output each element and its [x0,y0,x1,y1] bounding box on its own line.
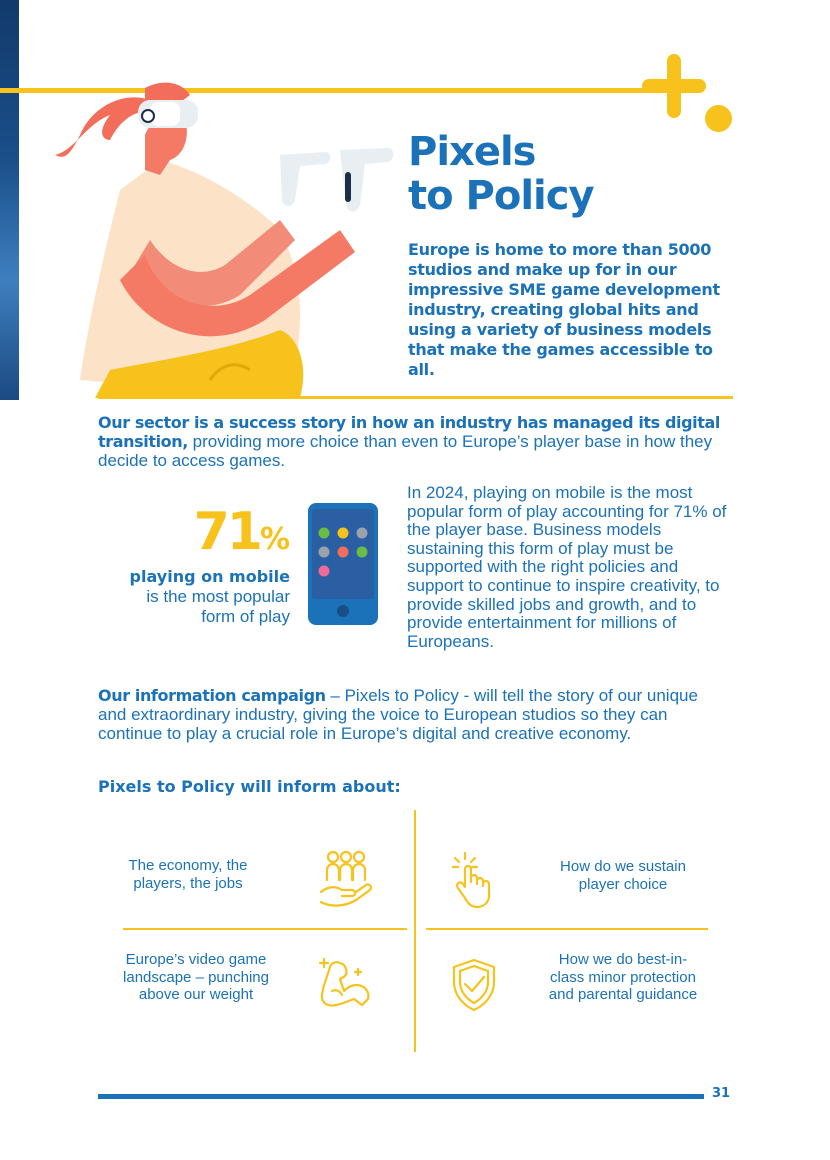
campaign-paragraph [98,686,723,743]
plus-decoration-icon [640,52,708,120]
inform-item-protection: How we do best-in-class minor protection and parental guidance [548,951,698,1003]
stat-value: 71 [193,502,260,562]
mobile-phone-icon [308,503,378,625]
inform-item-landscape: Europe’s video game landscape – punching above our weight [123,951,269,1003]
footer-rule [98,1094,704,1099]
title-line-1: Pixels [408,129,536,175]
flexed-arm-icon [318,955,374,1011]
shield-check-icon [450,958,498,1012]
mobile-stat [100,502,290,627]
mobile-paragraph: In 2024, playing on mobile is the most popular form of play accounting for 71% of the player base. Business models sustaining this form of play must be supported with the right policies and support to continue to inspire creativity, to provide skilled jobs and growth, and to provide entertainment for millions of Europeans. [407,483,727,651]
grid-divider-horizontal-right [426,928,708,930]
dot-decoration [705,105,732,132]
stat-headline: playing on mobile [129,567,290,586]
inform-item-economy: The economy, the players, the jobs [128,857,248,892]
page-title [408,130,708,218]
grid-divider-horizontal-left [123,928,407,930]
tap-hand-icon [450,850,500,910]
section-divider [98,396,733,399]
campaign-bold: Our information campaign [98,686,326,705]
inform-title: Pixels to Policy will inform about: [98,777,401,796]
cover-photo-strip [0,0,19,400]
sector-bold: Our sector is a success story in how an industry has managed its digital transition, [98,413,720,451]
stat-line-2: is the most popular [146,587,290,606]
sector-paragraph [98,413,738,470]
page-number: 31 [712,1086,731,1101]
vr-player-illustration [50,80,410,398]
inform-item-player-choice: How do we sustain player choice [560,858,686,893]
title-line-2: to Policy [408,173,594,219]
stat-unit: % [259,522,290,557]
grid-divider-vertical [414,810,416,1052]
stat-line-3: form of play [201,607,290,626]
people-in-hand-icon [318,850,374,910]
campaign-text: – Pixels to Policy - will tell the story of our unique and extraordinary industry, giving the voice to European studios so they can continue to play a crucial role in Europe’s digital and creative economy. [98,686,698,743]
stat-number [100,502,290,567]
sector-text: providing more choice than even to Europe’s player base in how they decide to access games. [98,432,713,470]
intro-text: Europe is home to more than 5000 studios and make up for in our impressive SME game development industry, creating global hits and using a variety of business models that make the games accessible to all. [408,240,720,379]
